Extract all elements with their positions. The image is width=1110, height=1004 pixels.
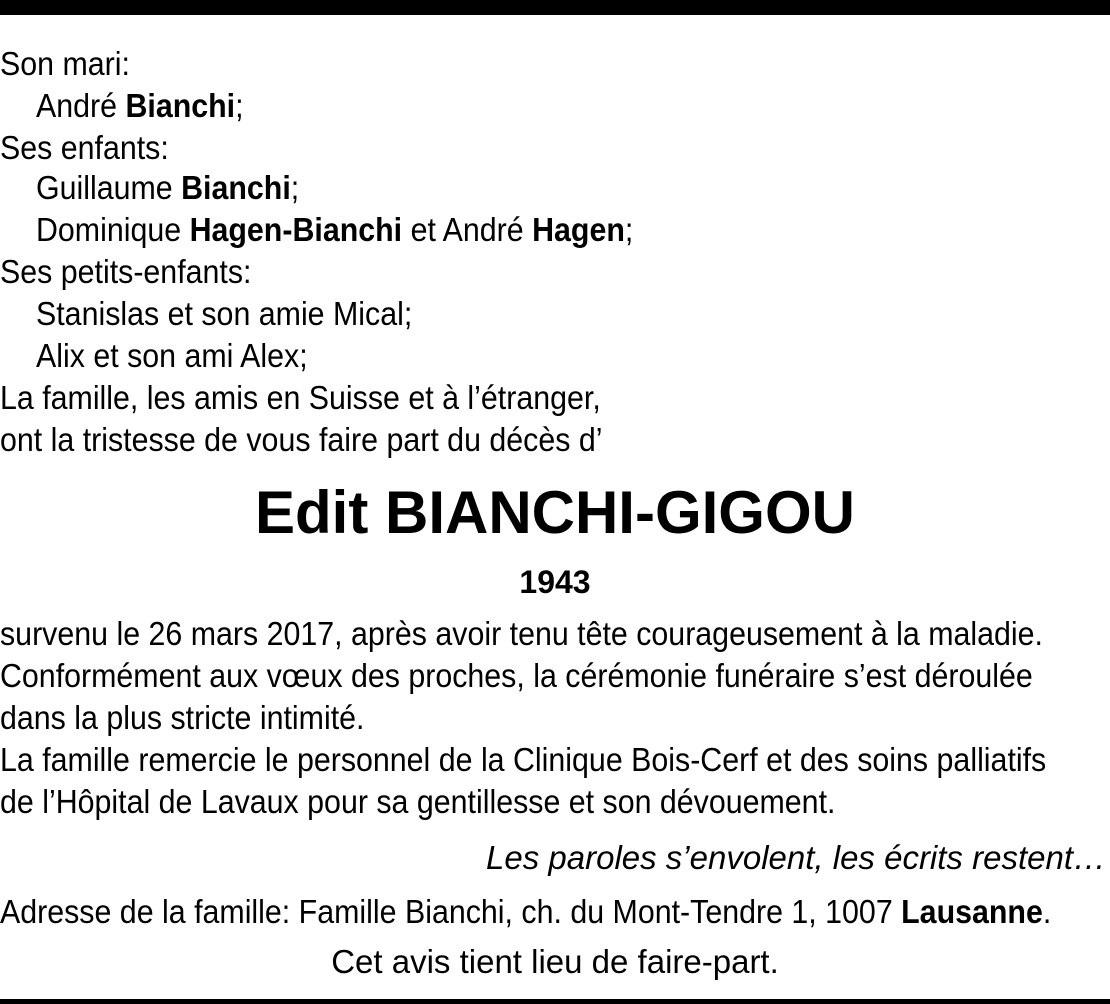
family-address — [0, 892, 1051, 932]
child-name — [36, 210, 633, 250]
grandchildren-label: Ses petits-enfants: — [0, 253, 252, 290]
punctuation: . — [1042, 893, 1052, 930]
punctuation: ; — [290, 169, 300, 206]
motto-quote: Les paroles s’envolent, les écrits restent… — [486, 839, 1106, 876]
punctuation: ; — [624, 211, 634, 248]
deceased-name: Edit BIANCHI-GIGOU — [255, 479, 855, 546]
address-text: Adresse de la famille: Famille Bianchi, ch. du Mont-Tendre 1, 1007 — [0, 893, 902, 930]
closing-note: Cet avis tient lieu de faire-part. — [331, 943, 779, 980]
address-city: Lausanne — [901, 893, 1043, 930]
top-rule — [0, 0, 1110, 15]
last-name: Bianchi — [125, 87, 236, 124]
husband-name — [36, 86, 244, 126]
body-line: survenu le 26 mars 2017, après avoir tenu tête courageusement à la maladie. — [0, 615, 1043, 652]
conjunction: et André — [402, 211, 533, 248]
last-name: Bianchi — [181, 169, 291, 206]
family-others-line: La famille, les amis en Suisse et à l’étranger, — [0, 379, 601, 416]
body-line: de l’Hôpital de Lavaux pour sa gentillesse et son dévouement. — [0, 783, 836, 820]
grandchild-line: Alix et son ami Alex; — [36, 337, 308, 374]
first-name: Guillaume — [36, 169, 182, 206]
children-label: Ses enfants: — [0, 129, 169, 166]
child-name — [36, 168, 299, 208]
body-line: La famille remercie le personnel de la Clinique Bois-Cerf et des soins palliatifs — [0, 741, 1047, 778]
grandchild-line: Stanislas et son amie Mical; — [36, 295, 413, 332]
body-line: dans la plus stricte intimité. — [0, 699, 365, 736]
punctuation: ; — [235, 87, 244, 124]
first-name: Dominique — [36, 211, 190, 248]
first-name: André — [36, 87, 126, 124]
body-line: Conformément aux vœux des proches, la cérémonie funéraire s’est déroulée — [0, 657, 1033, 694]
last-name: Hagen — [532, 211, 625, 248]
bottom-rule — [0, 999, 1110, 1004]
husband-label: Son mari: — [0, 45, 130, 82]
last-name: Hagen-Bianchi — [189, 211, 403, 248]
announcement-line: ont la tristesse de vous faire part du décès d’ — [0, 421, 603, 458]
birth-year: 1943 — [519, 564, 591, 600]
